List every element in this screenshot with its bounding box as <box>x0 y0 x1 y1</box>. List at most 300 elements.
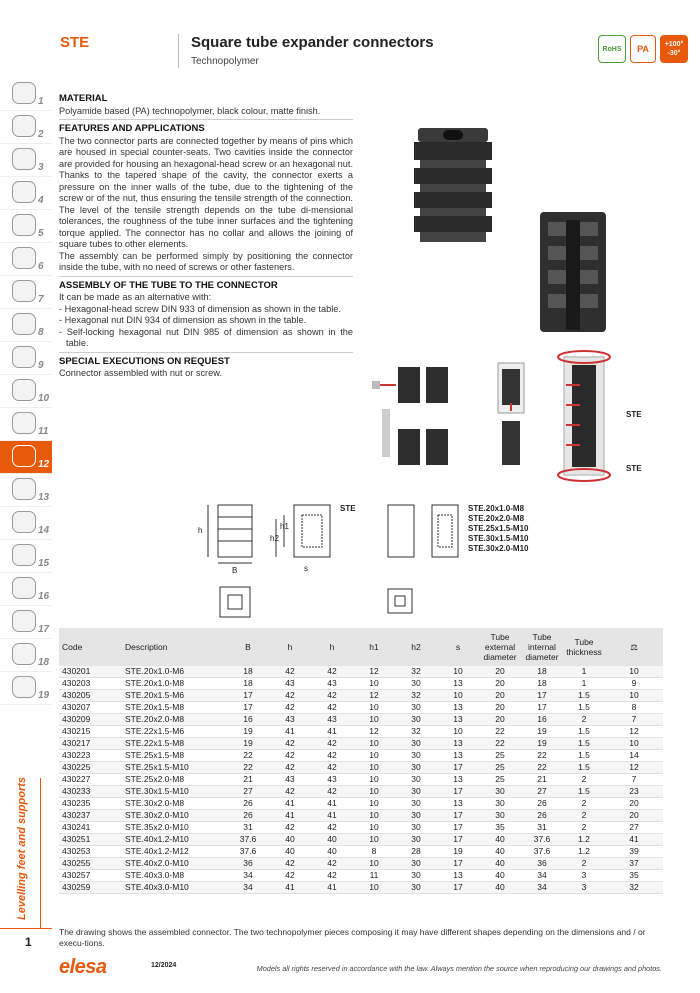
table-cell: 43 <box>269 774 311 786</box>
table-cell: 18 <box>521 678 563 690</box>
table-cell: 1.5 <box>563 702 605 714</box>
table-cell: 1.5 <box>563 762 605 774</box>
table-cell: 22 <box>521 750 563 762</box>
table-cell: 41 <box>605 834 663 846</box>
temp-min: -30° <box>667 50 681 57</box>
table-cell: 40 <box>479 882 521 894</box>
table-cell: 42 <box>311 822 353 834</box>
col-tube-ext: Tube external diameter <box>483 632 517 662</box>
hinge-icon <box>12 412 36 434</box>
table-cell: 10 <box>353 810 395 822</box>
table-cell: 10 <box>353 774 395 786</box>
table-cell: 9 <box>605 678 663 690</box>
handle-icon <box>12 181 36 203</box>
table-cell: 41 <box>269 810 311 822</box>
features-section <box>59 123 353 277</box>
features-text-2: The assembly can be performed simply by positioning the connector inside the tube, with no need of screws or other fasteners. <box>59 250 353 272</box>
table-cell: 37.6 <box>521 834 563 846</box>
table-cell: 18 <box>227 678 269 690</box>
table-cell: 19 <box>227 726 269 738</box>
sidebar-item-19[interactable]: 19 <box>0 672 52 705</box>
table-cell: 31 <box>227 822 269 834</box>
table-cell: 22 <box>479 726 521 738</box>
table-cell: 42 <box>269 858 311 870</box>
grip-icon <box>12 214 36 236</box>
table-cell: 22 <box>521 762 563 774</box>
table-cell: 41 <box>311 798 353 810</box>
table-cell: 30 <box>395 774 437 786</box>
table-cell: STE.20x1.0-M8 <box>122 678 227 690</box>
table-cell: STE.30x2.0-M10 <box>122 810 227 822</box>
table-cell: 30 <box>395 738 437 750</box>
table-cell: 30 <box>479 810 521 822</box>
table-cell: 430259 <box>59 882 122 894</box>
suction-cup-icon <box>12 676 36 698</box>
page-number: 1 <box>25 935 32 949</box>
product-code: STE <box>60 34 90 51</box>
dim-b-label: B <box>232 566 238 575</box>
sidebar-item-1[interactable]: 1 <box>0 78 52 111</box>
table-cell: 14 <box>605 750 663 762</box>
table-cell: 32 <box>395 666 437 678</box>
assembly-step-in-tube <box>558 351 642 481</box>
table-cell: 8 <box>605 702 663 714</box>
table-cell: 30 <box>395 762 437 774</box>
table-cell: 34 <box>227 870 269 882</box>
assembly-heading: ASSEMBLY OF THE TUBE TO THE CONNECTOR <box>59 279 278 291</box>
sidebar-item-18[interactable]: 18 <box>0 639 52 672</box>
table-cell: 1 <box>563 678 605 690</box>
table-cell: 10 <box>605 666 663 678</box>
col-b: B <box>245 642 251 652</box>
table-cell: 430237 <box>59 810 122 822</box>
table-cell: 32 <box>395 726 437 738</box>
table-cell: 10 <box>353 678 395 690</box>
table-cell: 41 <box>311 726 353 738</box>
table-cell: 40 <box>479 834 521 846</box>
sidebar-item-6[interactable]: 6 <box>0 243 52 276</box>
table-cell: 31 <box>521 822 563 834</box>
col-s: s <box>455 642 461 652</box>
dimensions-table <box>59 628 663 894</box>
table-cell: 42 <box>269 786 311 798</box>
table-cell: STE.40x3.0-M8 <box>122 870 227 882</box>
assembly-label-top: STE <box>626 410 642 419</box>
table-cell: 10 <box>353 750 395 762</box>
table-cell: 41 <box>311 882 353 894</box>
table-cell: 28 <box>395 846 437 858</box>
table-cell: 10 <box>437 726 479 738</box>
table-cell: 10 <box>605 738 663 750</box>
table-cell: 26 <box>227 810 269 822</box>
table-cell: STE.30x2.0-M8 <box>122 798 227 810</box>
table-cell: 34 <box>521 870 563 882</box>
table-row <box>59 774 663 786</box>
table-cell: 30 <box>395 810 437 822</box>
list-item: - Hexagonal-head screw DIN 933 of dimension as shown in the table. <box>59 303 341 314</box>
table-cell: 7 <box>605 714 663 726</box>
table-cell: 30 <box>395 822 437 834</box>
variant-label: STE.30x1.5-M10 <box>468 534 529 543</box>
wheel-icon <box>12 379 36 401</box>
table-row <box>59 738 663 750</box>
table-cell: 17 <box>437 810 479 822</box>
table-cell: 22 <box>479 738 521 750</box>
dim-h2-label: h2 <box>270 534 279 543</box>
col-h2: h2 <box>411 642 421 652</box>
temperature-badge <box>660 35 688 63</box>
table-cell: 19 <box>437 846 479 858</box>
table-cell: 40 <box>311 834 353 846</box>
material-text: Polyamide based (PA) technopolymer, black colour, matte finish. <box>59 105 321 116</box>
knob-icon <box>12 82 36 104</box>
table-cell: 21 <box>227 774 269 786</box>
table-row <box>59 678 663 690</box>
clamp-icon <box>12 511 36 533</box>
table-cell: 17 <box>437 882 479 894</box>
table-cell: 20 <box>605 798 663 810</box>
table-cell: 1.2 <box>563 846 605 858</box>
table-cell: 42 <box>269 762 311 774</box>
table-cell: 3 <box>563 870 605 882</box>
table-cell: 42 <box>311 738 353 750</box>
table-cell: 19 <box>521 738 563 750</box>
table-cell: 32 <box>395 690 437 702</box>
variant-label: STE.20x1.0-M8 <box>468 504 525 513</box>
table-cell: 26 <box>521 810 563 822</box>
table-cell: 43 <box>269 678 311 690</box>
sidebar-item-14[interactable]: 14 <box>0 507 52 540</box>
table-cell: 1.5 <box>563 738 605 750</box>
table-cell: 22 <box>227 762 269 774</box>
lever-icon <box>12 148 36 170</box>
table-cell: 12 <box>353 690 395 702</box>
material-heading: MATERIAL <box>59 93 108 104</box>
sidebar-item-4[interactable]: 4 <box>0 177 52 210</box>
caster-icon <box>12 610 36 632</box>
table-cell: 42 <box>311 786 353 798</box>
table-cell: 32 <box>605 882 663 894</box>
table-cell: 42 <box>269 702 311 714</box>
table-cell: 36 <box>521 858 563 870</box>
table-cell: 41 <box>311 810 353 822</box>
table-cell: 30 <box>395 834 437 846</box>
table-cell: 11 <box>353 870 395 882</box>
rohs-badge: RoHS <box>598 35 626 63</box>
brand-logo: elesa <box>59 956 107 978</box>
col-h1: h1 <box>369 642 379 652</box>
table-cell: 43 <box>311 678 353 690</box>
table-cell: 43 <box>311 774 353 786</box>
table-cell: 17 <box>521 690 563 702</box>
table-cell: 2 <box>563 774 605 786</box>
table-cell: 430251 <box>59 834 122 846</box>
table-cell: 36 <box>227 858 269 870</box>
assembly-step-exploded <box>372 367 448 465</box>
table-cell: 430233 <box>59 786 122 798</box>
table-cell: STE.40x1.2-M10 <box>122 834 227 846</box>
sidebar-item-16[interactable]: 16 <box>0 573 52 606</box>
features-text: The two connector parts are connected together by means of pins which are housed in special counter-seats. Two cavities inside the connector are provided for housing an hexagonal-head screw or an hexagonal nut. Thanks to the tapered shape of the cavity, the connector exerts a pressure on the inner walls of the tube, due to the tightening of the screw or of the nut, thus ensuring the tensile strength of the connection. The level of the tensile strength depends on the tube di-mensional tolerances, the roughness of the tube inner surfaces and the tightening torque applied. The connector has no collar and allows the joining of square tubes to other elements. <box>59 135 353 249</box>
table-cell: 41 <box>269 726 311 738</box>
table-cell: 42 <box>311 690 353 702</box>
table-cell: 12 <box>605 726 663 738</box>
assembly-step-insert <box>498 363 524 465</box>
table-cell: 37.6 <box>227 834 269 846</box>
assembly-label-bottom: STE <box>626 464 642 473</box>
table-cell: 1.5 <box>563 690 605 702</box>
special-text: Connector assembled with nut or screw. <box>59 368 222 378</box>
table-cell: 13 <box>437 714 479 726</box>
material-badge: PA <box>630 35 656 63</box>
table-cell: 26 <box>521 798 563 810</box>
table-row <box>59 810 663 822</box>
table-cell: 42 <box>311 762 353 774</box>
table-cell: 40 <box>269 846 311 858</box>
table-cell: 17 <box>227 702 269 714</box>
table-cell: 40 <box>479 870 521 882</box>
table-cell: 30 <box>395 702 437 714</box>
table-cell: 20 <box>479 714 521 726</box>
sidebar-item-10[interactable]: 10 <box>0 375 52 408</box>
table-row <box>59 690 663 702</box>
section-view-drawing <box>276 505 330 557</box>
table-row <box>59 762 663 774</box>
table-cell: 35 <box>605 870 663 882</box>
table-cell: 10 <box>353 834 395 846</box>
table-cell: 1.2 <box>563 834 605 846</box>
col-description: Description <box>125 642 168 652</box>
technical-drawing <box>190 497 590 627</box>
assembly-list <box>59 304 353 350</box>
nut-icon <box>12 247 36 269</box>
table-cell: 430241 <box>59 822 122 834</box>
connector-half-photo <box>540 212 606 332</box>
sidebar-item-8[interactable]: 8 <box>0 309 52 342</box>
gauge-icon <box>12 577 36 599</box>
table-cell: 19 <box>227 738 269 750</box>
table-cell: 10 <box>353 738 395 750</box>
table-row <box>59 726 663 738</box>
material-section <box>59 93 353 120</box>
sidebar-item-3[interactable]: 3 <box>0 144 52 177</box>
table-cell: 40 <box>479 846 521 858</box>
table-cell: 10 <box>353 714 395 726</box>
table-body <box>59 666 663 894</box>
table-cell: 30 <box>395 786 437 798</box>
list-item: - Self-locking hexagonal nut DIN 985 of dimension as shown in the table. <box>59 326 353 348</box>
sidebar-item-15[interactable]: 15 <box>0 540 52 573</box>
table-cell: 42 <box>269 666 311 678</box>
joint-icon <box>12 643 36 665</box>
features-heading: FEATURES AND APPLICATIONS <box>59 123 205 134</box>
table-cell: 25 <box>479 750 521 762</box>
footnote: The drawing shows the assembled connector. The two technopolymer pieces composing it may have different shapes depending on the dimensions and / or execu-tions. <box>59 927 646 948</box>
table-cell: STE.40x3.0-M10 <box>122 882 227 894</box>
table-cell: 2 <box>563 714 605 726</box>
table-cell: 10 <box>353 798 395 810</box>
table-row <box>59 666 663 678</box>
weight-icon: ⚖ <box>630 642 638 652</box>
table-cell: 20 <box>479 666 521 678</box>
table-cell: 42 <box>311 870 353 882</box>
table-row <box>59 822 663 834</box>
table-cell: 22 <box>227 750 269 762</box>
table-cell: 42 <box>269 690 311 702</box>
variant-label: STE.20x2.0-M8 <box>468 514 525 523</box>
table-row <box>59 846 663 858</box>
table-row <box>59 702 663 714</box>
table-cell: 430227 <box>59 774 122 786</box>
table-cell: 20 <box>479 702 521 714</box>
table-cell: 1.5 <box>563 786 605 798</box>
category-sidebar <box>0 78 52 705</box>
table-cell: 35 <box>479 822 521 834</box>
table-cell: 27 <box>521 786 563 798</box>
eye-bolt-icon <box>12 346 36 368</box>
table-cell: 13 <box>437 774 479 786</box>
table-cell: 42 <box>311 858 353 870</box>
page-subtitle: Technopolymer <box>191 56 259 67</box>
table-cell: 42 <box>269 750 311 762</box>
table-cell: STE.22x1.5-M6 <box>122 726 227 738</box>
table-cell: 42 <box>269 738 311 750</box>
table-cell: 430215 <box>59 726 122 738</box>
table-cell: 10 <box>437 690 479 702</box>
table-cell: STE.20x1.5-M6 <box>122 690 227 702</box>
table-row <box>59 750 663 762</box>
table-cell: 1 <box>563 666 605 678</box>
header-divider <box>178 34 179 68</box>
table-cell: 430217 <box>59 738 122 750</box>
table-cell: 25 <box>479 762 521 774</box>
sidebar-item-2[interactable]: 2 <box>0 111 52 144</box>
tube-connector-icon <box>12 478 36 500</box>
table-cell: 30 <box>395 882 437 894</box>
col-tube-int: Tube internal diameter <box>525 632 559 662</box>
assembly-section <box>59 280 353 353</box>
table-cell: 41 <box>269 798 311 810</box>
table-cell: 10 <box>353 762 395 774</box>
table-row <box>59 714 663 726</box>
description-column <box>59 93 353 385</box>
table-cell: 17 <box>437 822 479 834</box>
table-cell: STE.20x1.5-M8 <box>122 702 227 714</box>
table-cell: 42 <box>311 702 353 714</box>
category-caption: Levelling feet and supports <box>16 776 28 920</box>
page-number-rule <box>0 928 52 929</box>
list-item: - Hexagonal nut DIN 934 of dimension as shown in the table. <box>59 315 307 325</box>
table-cell: 430201 <box>59 666 122 678</box>
table-cell: 10 <box>353 858 395 870</box>
table-cell: 13 <box>437 870 479 882</box>
table-row <box>59 798 663 810</box>
category-rule <box>40 778 41 928</box>
table-row <box>59 858 663 870</box>
col-code: Code <box>62 642 83 652</box>
table-cell: 43 <box>269 714 311 726</box>
table-row <box>59 786 663 798</box>
table-cell: 30 <box>395 678 437 690</box>
table-cell: 41 <box>269 882 311 894</box>
table-cell: STE.40x1.2-M12 <box>122 846 227 858</box>
table-cell: 2 <box>563 822 605 834</box>
table-cell: STE.40x2.0-M10 <box>122 858 227 870</box>
table-cell: 17 <box>521 702 563 714</box>
table-cell: 10 <box>353 702 395 714</box>
table-cell: 8 <box>353 846 395 858</box>
table-cell: 17 <box>437 858 479 870</box>
table-cell: 23 <box>605 786 663 798</box>
table-cell: 39 <box>605 846 663 858</box>
sidebar-item-11[interactable]: 11 <box>0 408 52 441</box>
table-cell: 10 <box>605 690 663 702</box>
table-cell: 1.5 <box>563 726 605 738</box>
table-cell: 37.6 <box>227 846 269 858</box>
table-cell: 17 <box>437 762 479 774</box>
badge-group <box>598 35 688 63</box>
front-view-drawing <box>208 505 252 617</box>
table-cell: 40 <box>479 858 521 870</box>
table-cell: 430255 <box>59 858 122 870</box>
table-cell: 18 <box>521 666 563 678</box>
sidebar-item-5[interactable]: 5 <box>0 210 52 243</box>
copyright-notice: Models all rights reserved in accordance with the law. Always mention the source when reproducing our drawings and photos. <box>256 964 662 973</box>
sidebar-item-12[interactable]: 12 <box>0 441 52 474</box>
table-cell: 27 <box>227 786 269 798</box>
sidebar-item-17[interactable]: 17 <box>0 606 52 639</box>
table-cell: 2 <box>563 858 605 870</box>
table-cell: 30 <box>395 798 437 810</box>
temp-max: +100° <box>664 41 684 48</box>
table-cell: 430225 <box>59 762 122 774</box>
table-cell: 10 <box>353 786 395 798</box>
table-cell: 2 <box>563 798 605 810</box>
table-cell: 43 <box>311 714 353 726</box>
dim-h1-label: h1 <box>280 522 289 531</box>
screw-icon <box>12 313 36 335</box>
variant-drawing <box>388 505 458 613</box>
special-section <box>59 356 353 382</box>
sidebar-item-7[interactable]: 7 <box>0 276 52 309</box>
table-cell: STE.35x2.0-M10 <box>122 822 227 834</box>
table-header-row <box>59 628 663 666</box>
table-cell: STE.22x1.5-M8 <box>122 738 227 750</box>
table-cell: 13 <box>437 702 479 714</box>
plug-icon <box>12 544 36 566</box>
drawing-label: STE <box>340 504 356 513</box>
table-cell: 42 <box>311 750 353 762</box>
table-cell: 25 <box>479 774 521 786</box>
variant-label: STE.25x1.5-M10 <box>468 524 529 533</box>
indexing-plunger-icon <box>12 280 36 302</box>
table-cell: 430203 <box>59 678 122 690</box>
table-cell: 10 <box>437 666 479 678</box>
table-cell: 30 <box>395 714 437 726</box>
table-cell: 20 <box>479 678 521 690</box>
table-cell: 42 <box>311 666 353 678</box>
sidebar-item-13[interactable]: 13 <box>0 474 52 507</box>
edition-date: 12/2024 <box>151 962 177 969</box>
levelling-foot-icon <box>12 445 36 467</box>
table-cell: 430253 <box>59 846 122 858</box>
table-cell: 27 <box>605 822 663 834</box>
table-cell: 1.5 <box>563 750 605 762</box>
sidebar-item-9[interactable]: 9 <box>0 342 52 375</box>
assembly-diagram <box>368 345 668 485</box>
table-cell: 12 <box>353 666 395 678</box>
table-cell: 7 <box>605 774 663 786</box>
